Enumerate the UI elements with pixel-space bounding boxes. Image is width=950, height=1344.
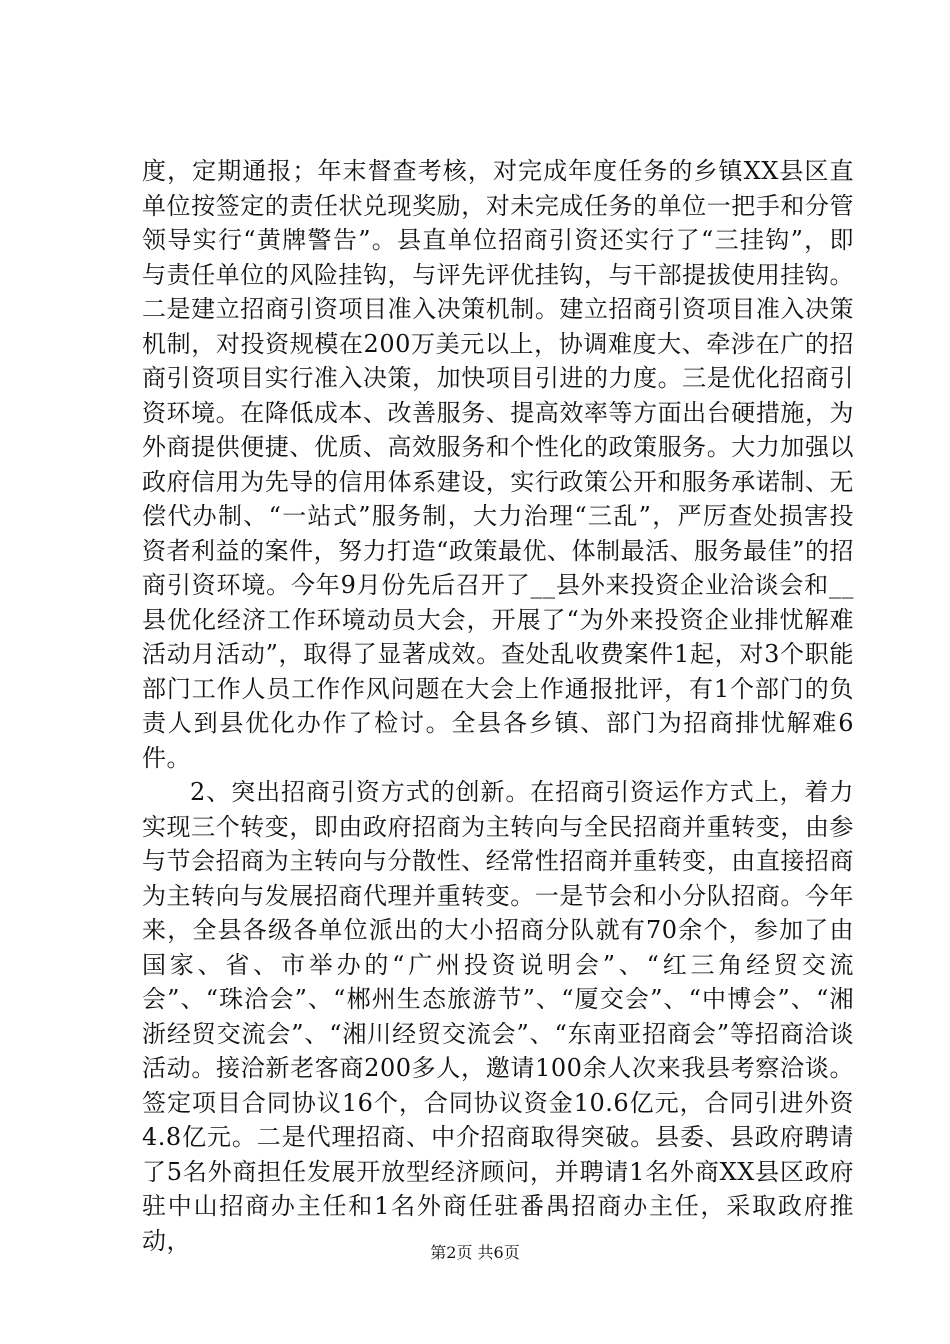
body-text (142, 154, 854, 1258)
page-number-footer: 第2页 共6页 (430, 1243, 520, 1262)
paragraph-continuation: 度，定期通报；年末督查考核，对完成年度任务的乡镇XX县区直单位按签定的责任状兑现奖励，对未完成任务的单位一把手和分管领导实行“黄牌警告”。县直单位招商引资还实行了“三挂钩”，即与责任单位的风险挂钩，与评先评优挂钩，与干部提拔使用挂钩。二是建立招商引资项目准入决策机制。建立招商引资项目准入决策机制，对投资规模在200万美元以上，协调难度大、牵涉在广的招商引资项目实行准入决策，加快项目引进的力度。三是优化招商引资环境。在降低成本、改善服务、提高效率等方面出台硬措施，为外商提供便捷、优质、高效服务和个性化的政策服务。大力加强以政府信用为先导的信用体系建设，实行政策公开和服务承诺制、无偿代办制、“一站式”服务制，大力治理“三乱”，严厉查处损害投资者利益的案件，努力打造“政策最优、体制最活、服务最佳”的招商引资环境。今年9月份先后召开了__县外来投资企业洽谈会和__县优化经济工作环境动员大会，开展了“为外来投资企业排忧解难活动月活动”，取得了显著成效。查处乱收费案件1起，对3个职能部门工作人员工作作风问题在大会上作通报批评，有1个部门的负责人到县优化办作了检讨。全县各乡镇、部门为招商排忧解难6件。 (142, 157, 854, 772)
paragraph-section-2: 2、突出招商引资方式的创新。在招商引资运作方式上，着力实现三个转变，即由政府招商为主转向与全民招商并重转变，由参与节会招商为主转向与分散性、经常性招商并重转变，由直接招商为主转向与发展招商代理并重转变。一是节会和小分队招商。今年来，全县各级各单位派出的大小招商分队就有70余个，参加了由国家、省、市举办的“广州投资说明会”、“红三角经贸交流会”、“珠洽会”、“郴州生态旅游节”、“厦交会”、“中博会”、“湘浙经贸交流会”、“湘川经贸交流会”、“东南亚招商会”等招商洽谈活动。接洽新老客商200多人，邀请100余人次来我县考察洽谈。签定项目合同协议16个，合同协议资金10.6亿元，合同引进外资4.8亿元。二是代理招商、中介招商取得突破。县委、县政府聘请了5名外商担任发展开放型经济顾问，并聘请1名外商XX县区政府驻中山招商办主任和1名外商任驻番禺招商办主任，采取政府推动， (142, 778, 854, 1255)
